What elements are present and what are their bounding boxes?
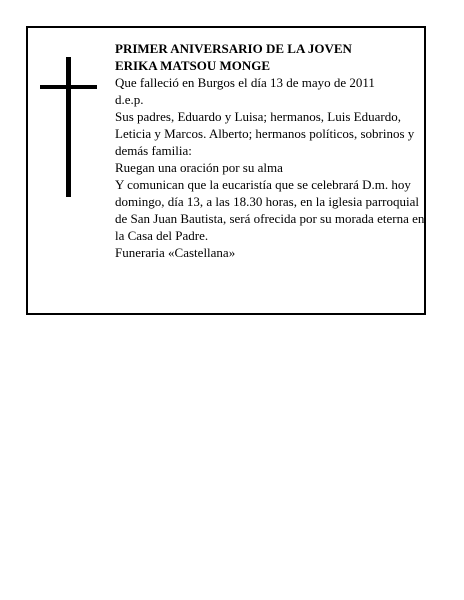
notice-text bbox=[115, 40, 425, 261]
death-details: Que falleció en Burgos el día 13 de mayo de 2011 bbox=[115, 75, 375, 90]
cross-icon bbox=[66, 57, 71, 197]
obituary-notice bbox=[26, 26, 426, 315]
family-text: Sus padres, Eduardo y Luisa; hermanos, Luis Eduardo, Leticia y Marcos. Alberto; hermanos políticos, sobrinos y demás familia: bbox=[115, 109, 415, 158]
mass-text: Y comunican que la eucaristía que se celebrará D.m. hoy domingo, día 13, a las 18.30 horas, en la iglesia parroquial de San Juan Bautista, será ofrecida por su morada eterna en la Casa del Padre. bbox=[115, 177, 425, 243]
notice-title-line2: ERIKA MATSOU MONGE bbox=[115, 58, 271, 73]
cross-icon-bar bbox=[40, 85, 97, 89]
prayer-text: Ruegan una oración por su alma bbox=[115, 160, 283, 175]
notice-title-line1: PRIMER ANIVERSARIO DE LA JOVEN bbox=[115, 41, 352, 56]
funeral-home-text: Funeraria «Castellana» bbox=[115, 245, 236, 260]
rip-text: d.e.p. bbox=[115, 92, 144, 107]
